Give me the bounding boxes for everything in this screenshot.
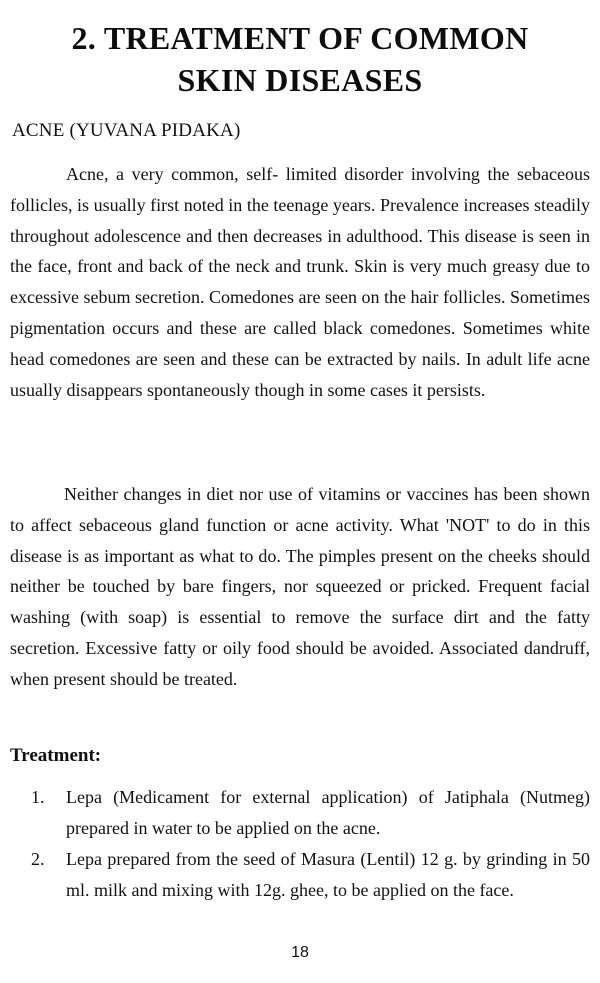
treatment-heading: Treatment:: [10, 745, 102, 766]
treatment-list: [0, 782, 600, 905]
section-heading-acne: ACNE (YUVANA PIDAKA): [12, 120, 241, 141]
paragraph-acne-description: Acne, a very common, self- limited disorder involving the sebaceous follicles, is usually first noted in the teenage years. Prevalence increases steadily throughout adolescence and then decreases in adulthood. This disease is seen in the face, front and back of the neck and trunk. Skin is very much greasy due to excessive sebum secretion. Comedones are seen on the hair follicles. Sometimes pigmentation occurs and these are called black comedones. Sometimes white head comedones are seen and these can be extracted by nails. In adult life acne usually disappears spontaneously though in some cases it persists.: [10, 164, 590, 400]
chapter-title-line-2: SKIN DISEASES: [177, 62, 423, 98]
list-item-number: 2.: [31, 849, 45, 869]
list-item: [0, 844, 600, 905]
list-item: [0, 782, 600, 843]
list-item-number: 1.: [31, 787, 45, 807]
page-number: 18: [291, 944, 309, 961]
chapter-title-line-1: 2. TREATMENT OF COMMON: [71, 20, 529, 56]
paragraph-acne-care: Neither changes in diet nor use of vitamins or vaccines has been shown to affect sebaceous gland function or acne activity. What 'NOT' to do in this disease is as important as what to do. The pimples present on the cheeks should neither be touched by bare fingers, nor squeezed or pricked. Frequent facial washing (with soap) is essential to remove the surface dirt and the fatty secretion. Excessive fatty or oily food should be avoided. Associated dandruff, when present should be treated.: [10, 484, 590, 689]
list-item-text: Lepa prepared from the seed of Masura (Lentil) 12 g. by grinding in 50 ml. milk and mixing with 12g. ghee, to be applied on the face.: [66, 849, 590, 900]
list-item-text: Lepa (Medicament for external application) of Jatiphala (Nutmeg) prepared in water to be applied on the acne.: [66, 787, 590, 838]
